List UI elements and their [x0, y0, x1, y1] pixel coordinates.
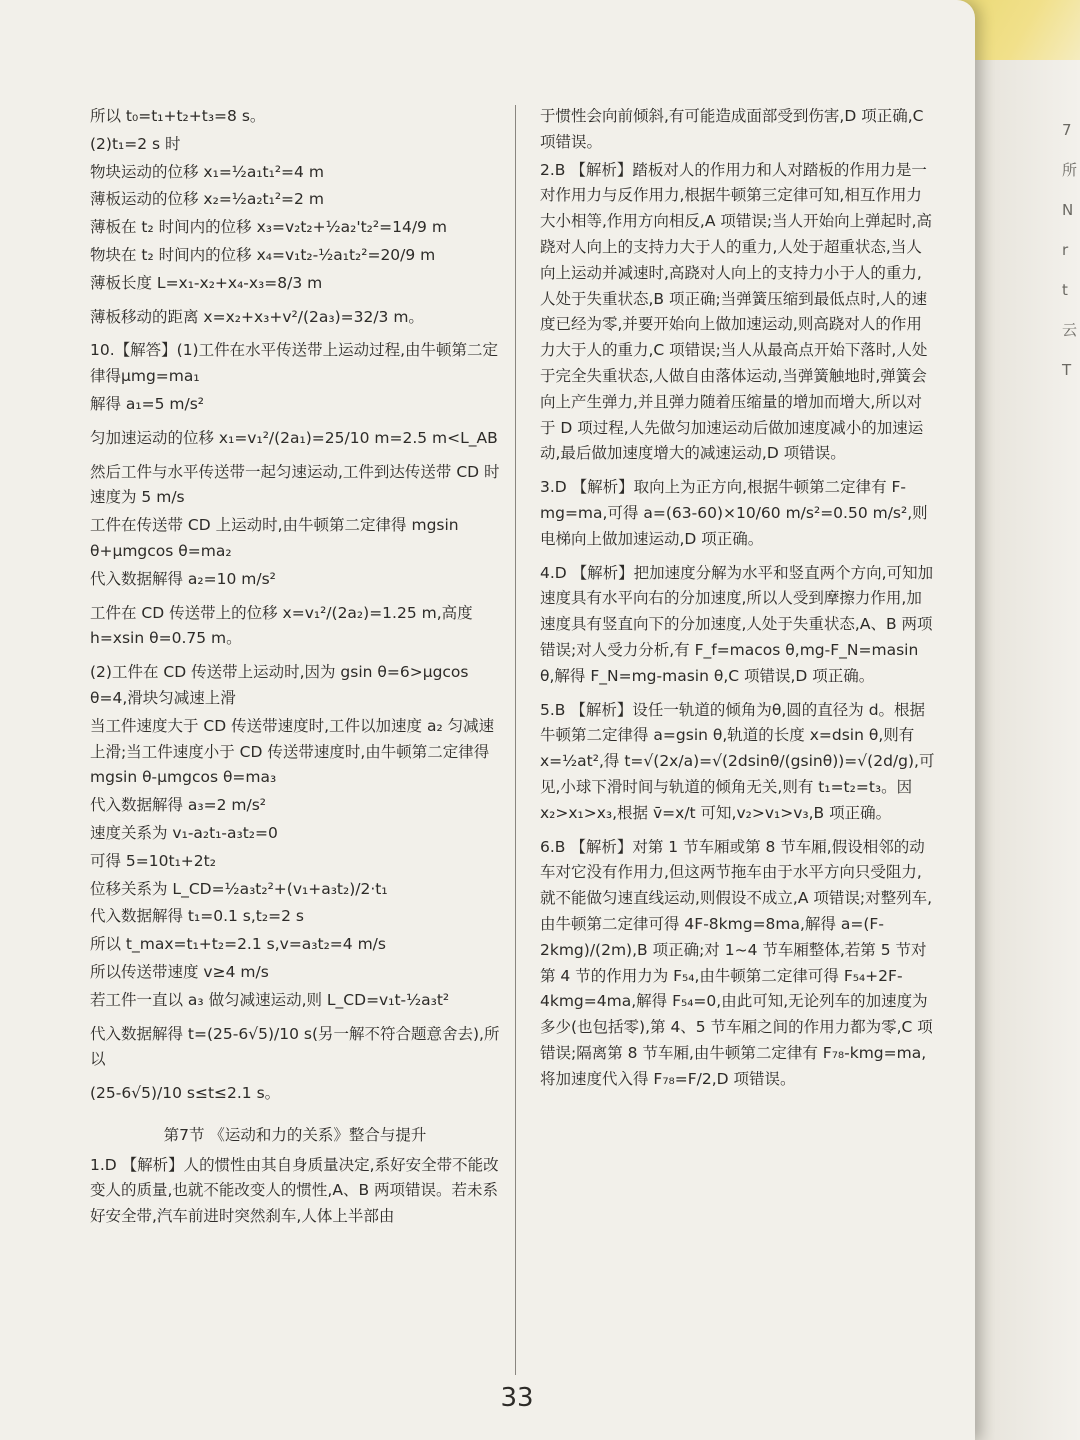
- text-line: 当工件速度大于 CD 传送带速度时,工件以加速度 a₂ 匀减速上滑;当工件速度小于 CD 传送带速度时,由牛顿第二定律得 mgsin θ-μmgcos θ=ma₃: [90, 716, 495, 787]
- text-line: 代入数据解得 t=(25-6√5)/10 s(另一解不符合题意舍去),所以: [90, 1024, 500, 1069]
- text-line: 工件在传送带 CD 上运动时,由牛顿第二定律得 mgsin θ+μmgcos θ=ma₂: [90, 516, 459, 560]
- text-line: 代入数据解得 t₁=0.1 s,t₂=2 s: [90, 907, 304, 926]
- section-title: 第7节 《运动和力的关系》整合与提升: [163, 1125, 427, 1144]
- edge-glyph: r: [1062, 241, 1069, 259]
- column-divider: [515, 105, 516, 1375]
- text-line: 所以 t_max=t₁+t₂=2.1 s,v=a₃t₂=4 m/s: [90, 935, 386, 954]
- text-line: 速度关系为 v₁-a₂t₁-a₃t₂=0: [90, 823, 278, 842]
- text-line: 匀加速运动的位移 x₁=v₁²/(2a₁)=25/10 m=2.5 m<L_AB: [90, 428, 498, 447]
- text-line: 代入数据解得 a₃=2 m/s²: [90, 796, 267, 815]
- text-line: 若工件一直以 a₃ 做匀减速运动,则 L_CD=v₁t-½a₃t²: [90, 990, 450, 1009]
- text-line: 工件在 CD 传送带上的位移 x=v₁²/(2a₂)=1.25 m,高度 h=xsin θ=0.75 m。: [90, 603, 473, 648]
- answer-paragraph: 5.B 【解析】设任一轨道的倾角为θ,圆的直径为 d。根据牛顿第二定律得 a=gsin θ,轨道的长度 x=dsin θ,则有 x=½at²,得 t=√(2x/a)=√(2dsinθ/(gsinθ))=√(2d/g),可见,小球下滑时间与轨道的倾角无关,则有 t₁=t₂=t₃。因 x₂>x₁>x₃,根据 v̄=x/t 可知,v₂>v₁>v₃,B 项正确。: [540, 700, 935, 822]
- answer-paragraph: 1.D 【解析】人的惯性由其自身质量决定,系好安全带不能改变人的质量,也就不能改变人的惯性,A、B 两项错误。若未系好安全带,汽车前进时突然刹车,人体上半部由: [90, 1155, 499, 1226]
- text-line: 薄板长度 L=x₁-x₂+x₄-x₃=8/3 m: [90, 273, 323, 292]
- right-column: [540, 104, 935, 1094]
- text-line: (2)t₁=2 s 时: [90, 134, 181, 153]
- text-line: 解得 a₁=5 m/s²: [90, 394, 205, 413]
- answer-paragraph: 10.【解答】(1)工件在水平传送带上运动过程,由牛顿第二定律得μmg=ma₁: [90, 341, 499, 386]
- text-line: 可得 5=10t₁+2t₂: [90, 851, 216, 870]
- text-line: 位移关系为 L_CD=½a₃t₂²+(v₁+a₃t₂)/2·t₁: [90, 879, 388, 898]
- text-line: 物块运动的位移 x₁=½a₁t₁²=4 m: [90, 162, 324, 181]
- text-line: 薄板移动的距离 x=x₂+x₃+v²/(2a₃)=32/3 m。: [90, 307, 424, 326]
- edge-glyph: N: [1062, 201, 1074, 219]
- edge-glyph: 所: [1062, 161, 1078, 179]
- text-line: 所以 t₀=t₁+t₂+t₃=8 s。: [90, 107, 266, 125]
- text-line: 薄板在 t₂ 时间内的位移 x₃=v₂t₂+½a₂'t₂²=14/9 m: [90, 218, 447, 237]
- text-line: 所以传送带速度 v≥4 m/s: [90, 962, 269, 981]
- text-line: 代入数据解得 a₂=10 m/s²: [90, 569, 276, 588]
- text-line: 物块在 t₂ 时间内的位移 x₄=v₁t₂-½a₁t₂²=20/9 m: [90, 245, 436, 264]
- text-line: 然后工件与水平传送带一起匀速运动,工件到达传送带 CD 时速度为 5 m/s: [90, 462, 500, 507]
- answer-paragraph: 4.D 【解析】把加速度分解为水平和竖直两个方向,可知加速度具有水平向右的分加速度,所以人受到摩擦力作用,加速度具有竖直向下的分加速度,人处于失重状态,A、B 两项错误;对人受力分析,有 F_f=macos θ,mg-F_N=masin θ,解得 F_N=mg-masin θ,C 项错误,D 项正确。: [540, 563, 934, 685]
- edge-glyph: T: [1062, 361, 1072, 379]
- text-line: (2)工件在 CD 传送带上运动时,因为 gsin θ=6>μgcos θ=4,滑块匀减速上滑: [90, 663, 469, 707]
- text-line: (25-6√5)/10 s≤t≤2.1 s。: [90, 1084, 281, 1103]
- left-column: [90, 104, 500, 1232]
- edge-glyph: 7: [1062, 121, 1072, 139]
- edge-glyph: 云: [1062, 321, 1078, 339]
- answer-paragraph: 6.B 【解析】对第 1 节车厢或第 8 节车厢,假设相邻的动车对它没有作用力,但这两节拖车由于水平方向只受阻力,就不能做匀速直线运动,则假设不成立,A 项错误;对整列车,由牛顿第二定律可得 4F-8kmg=8ma,解得 a=(F-2kmg)/(2m),B 项正确;对 1~4 节车厢整体,若第 5 节对第 4 节的作用力为 F₅₄,由牛顿第二定律可得 F₅₄+2F-4kmg=4ma,解得 F₅₄=0,由此可知,无论列车的加速度为多少(也包括零),第 4、5 节车厢之间的作用力都为零,C 项错误;隔离第 8 节车厢,由牛顿第二定律有 F₇₈-kmg=ma,将加速度代入得 F₇₈=F/2,D 项错误。: [540, 837, 933, 1088]
- edge-glyph: t: [1062, 281, 1068, 299]
- page-number: 33: [500, 1383, 534, 1413]
- answer-paragraph: 3.D 【解析】取向上为正方向,根据牛顿第二定律有 F-mg=ma,可得 a=(63-60)×10/60 m/s²=0.50 m/s²,则电梯向上做加速运动,D 项正确。: [540, 478, 928, 548]
- text-line: 薄板运动的位移 x₂=½a₂t₁²=2 m: [90, 190, 324, 209]
- answer-paragraph: 于惯性会向前倾斜,有可能造成面部受到伤害,D 项正确,C 项错误。: [540, 107, 924, 151]
- next-page-edge-text: [1062, 110, 1080, 390]
- answer-paragraph: 2.B 【解析】踏板对人的作用力和人对踏板的作用力是一对作用力与反作用力,根据牛顿第三定律可知,相互作用力大小相等,作用方向相反,A 项错误;当人开始向上弹起时,高跷对人向上的支持力大于人的重力,人处于超重状态,当人向上运动并减速时,高跷对人向上的支持力小于人的重力,人处于失重状态,B 项正确;当弹簧压缩到最低点时,人的速度已经为零,并要开始向上做加速运动,则高跷对人的作用力大于人的重力,C 项错误;当人从最高点开始下落时,人处于完全失重状态,人做自由落体运动,当弹簧触地时,弹簧会向上产生弹力,并且弹力随着压缩量的增加而增大,所以对于 D 项过程,人先做匀加速运动后做加速度减小的加速运动,最后做加速度增大的减速运动,D 项错误。: [540, 160, 933, 463]
